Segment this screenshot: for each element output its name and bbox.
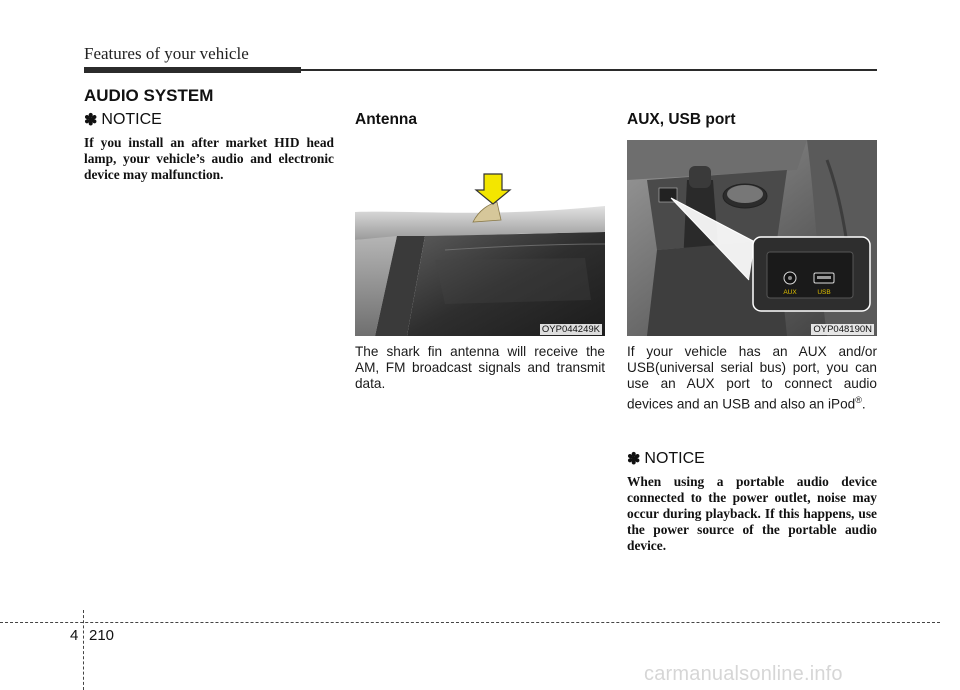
footer-dashed-rule	[0, 622, 940, 623]
header-bar	[84, 67, 301, 73]
aux-usb-description	[627, 344, 877, 413]
registered-mark: ®	[855, 395, 862, 405]
header-rule	[301, 69, 877, 71]
notice-text: If you install an after market HID head lamp, your vehicle’s audio and electronic device may malfunction.	[84, 135, 334, 182]
notice-label-2: NOTICE	[644, 450, 705, 467]
antenna-image	[355, 140, 605, 336]
aux-usb-description-main: If your vehicle has an AUX and/or USB(universal serial bus) port, you can use an AUX port to connect audio devices and an USB and also an iPod	[627, 344, 877, 412]
antenna-heading: Antenna	[355, 111, 417, 128]
notice-star-icon-2: ✽	[627, 451, 641, 468]
notice-label: NOTICE	[101, 111, 162, 128]
usb-port-label: USB	[817, 289, 831, 296]
aux-usb-description-end: .	[861, 396, 866, 412]
header-title: Features of your vehicle	[84, 44, 249, 63]
notice-heading	[84, 110, 162, 130]
footer-vertical-rule	[83, 610, 84, 690]
aux-usb-image-code: OYP048190N	[813, 324, 872, 335]
notice-star-icon: ✽	[84, 112, 98, 129]
aux-usb-heading: AUX, USB port	[627, 111, 736, 128]
notice-heading-2	[627, 449, 705, 469]
antenna-description: The shark fin antenna will receive the AM, FM broadcast signals and transmit data.	[355, 344, 605, 391]
antenna-illustration	[355, 140, 605, 336]
section-title: AUDIO SYSTEM	[84, 86, 214, 105]
aux-usb-image	[627, 140, 877, 336]
watermark: carmanualsonline.info	[644, 663, 843, 685]
chapter-number: 4	[70, 627, 79, 644]
page-number: 210	[89, 627, 115, 644]
console-illustration	[627, 140, 877, 336]
aux-port-label: AUX	[783, 289, 797, 296]
notice-text-2: When using a portable audio device connected to the power outlet, noise may occur during playback. If this happens, use the power source of the portable audio device.	[627, 474, 877, 553]
antenna-image-code: OYP044249K	[541, 324, 600, 335]
